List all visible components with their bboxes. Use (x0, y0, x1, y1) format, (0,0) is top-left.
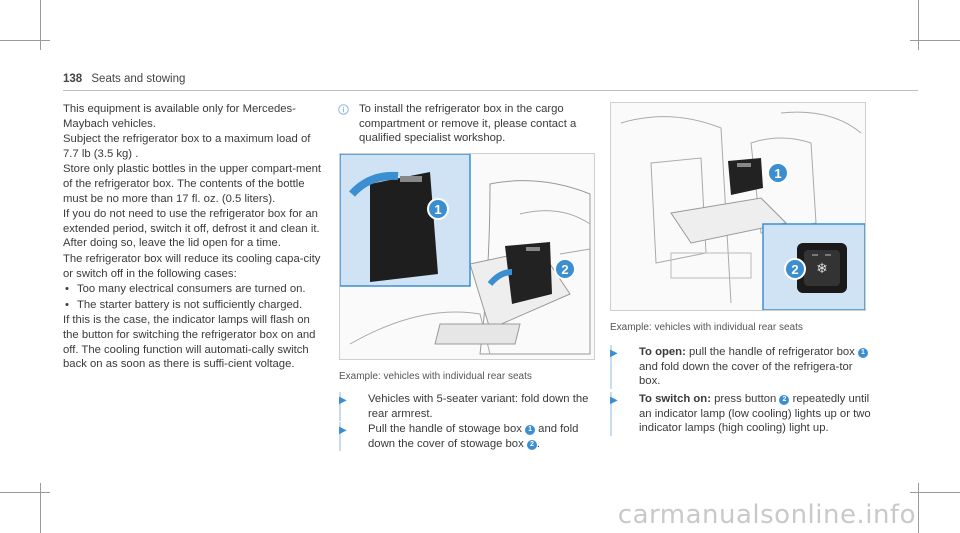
section-title: Seats and stowing (91, 73, 186, 85)
note-text: To install the refrigerator box in the cargo compartment or remove it, please contact a qualified specialist workshop. (359, 103, 577, 145)
step-item (610, 345, 875, 389)
crop-mark (918, 483, 919, 533)
step-text: and fold down the cover of stowage box (368, 423, 579, 450)
step-text: Pull the handle of stowage box (368, 423, 522, 435)
step-text: and fold down the cover of the refrigera-tor box. (639, 360, 853, 388)
step-label: To open: (639, 346, 686, 358)
bullet-item: • The starter battery is not sufficiently charged. (63, 298, 325, 313)
callout-2-inline: 2 (779, 395, 789, 405)
step-arrow-icon: ▶ (339, 425, 347, 436)
callout-1-label: 1 (434, 202, 442, 217)
crop-mark (910, 40, 960, 41)
callout-1-label: 1 (774, 166, 782, 181)
crop-mark (0, 492, 50, 493)
crop-mark (0, 40, 50, 41)
note-block (338, 102, 596, 146)
step-label: To switch on: (639, 393, 711, 405)
figure-caption: Example: vehicles with individual rear seats (610, 322, 803, 333)
step-text: repeatedly until an indicator lamp (low cooling) lights up or two indicator lamps (high cooling) light up. (639, 393, 871, 435)
page-header (63, 73, 185, 85)
header-rule (63, 90, 918, 91)
callout-2-inline: 2 (527, 440, 537, 450)
step-item (339, 422, 594, 451)
watermark: carmanualsonline.info (617, 500, 916, 530)
info-icon (338, 104, 349, 115)
callout-2-label: 2 (791, 262, 799, 277)
paragraph: The refrigerator box will reduce its cooling capa-city or switch off in the following cases: (63, 252, 321, 280)
step-arrow-icon: ▶ (610, 395, 618, 406)
callout-2-label: 2 (561, 262, 569, 277)
step-arrow-icon: ▶ (610, 348, 618, 359)
crop-mark (910, 492, 960, 493)
refrigerator-illustration (611, 103, 865, 310)
paragraph: If you do not need to use the refrigerator box for an extended period, switch it off, defrost it and clean it. After doing so, leave the lid open for a time. (63, 208, 320, 250)
figure-stowage-box (339, 153, 595, 360)
callout-1-inline: 1 (525, 425, 535, 435)
step-text: press button (714, 393, 777, 405)
bullet-item: • Too many electrical consumers are turned on. (63, 282, 325, 297)
crop-mark (918, 0, 919, 50)
interior-illustration (340, 154, 594, 359)
step-arrow-icon: ▶ (339, 395, 347, 406)
paragraph: Subject the refrigerator box to a maximum load of 7.7 lb (3.5 kg) . (63, 133, 311, 160)
step-item: ▶ Vehicles with 5-seater variant: fold down the rear armrest. (339, 392, 594, 421)
paragraph: If this is the case, the indicator lamps will flash on the button for switching the refrigerator box on and off. The cooling function will automati-cally switch back on as soon as there is suffi-cient voltage. (63, 314, 316, 371)
callout-1-inline: 1 (858, 348, 868, 358)
step-text: pull the handle of refrigerator box (689, 346, 855, 358)
left-column (63, 102, 325, 373)
page-number: 138 (63, 73, 83, 85)
step-item (610, 392, 875, 436)
step-text: . (536, 437, 541, 450)
paragraph: Store only plastic bottles in the upper compart-ment of the refrigerator box. The contents of the bottle must be no more than 17 fl. oz. (0.5 liters). (63, 163, 322, 205)
paragraph: This equipment is available only for Mercedes-Maybach vehicles. (63, 103, 296, 130)
figure-caption: Example: vehicles with individual rear seats (339, 371, 532, 382)
snowflake-icon: ❄ (816, 261, 828, 277)
figure-refrigerator-box (610, 102, 866, 311)
crop-mark (40, 483, 41, 533)
crop-mark (40, 0, 41, 50)
